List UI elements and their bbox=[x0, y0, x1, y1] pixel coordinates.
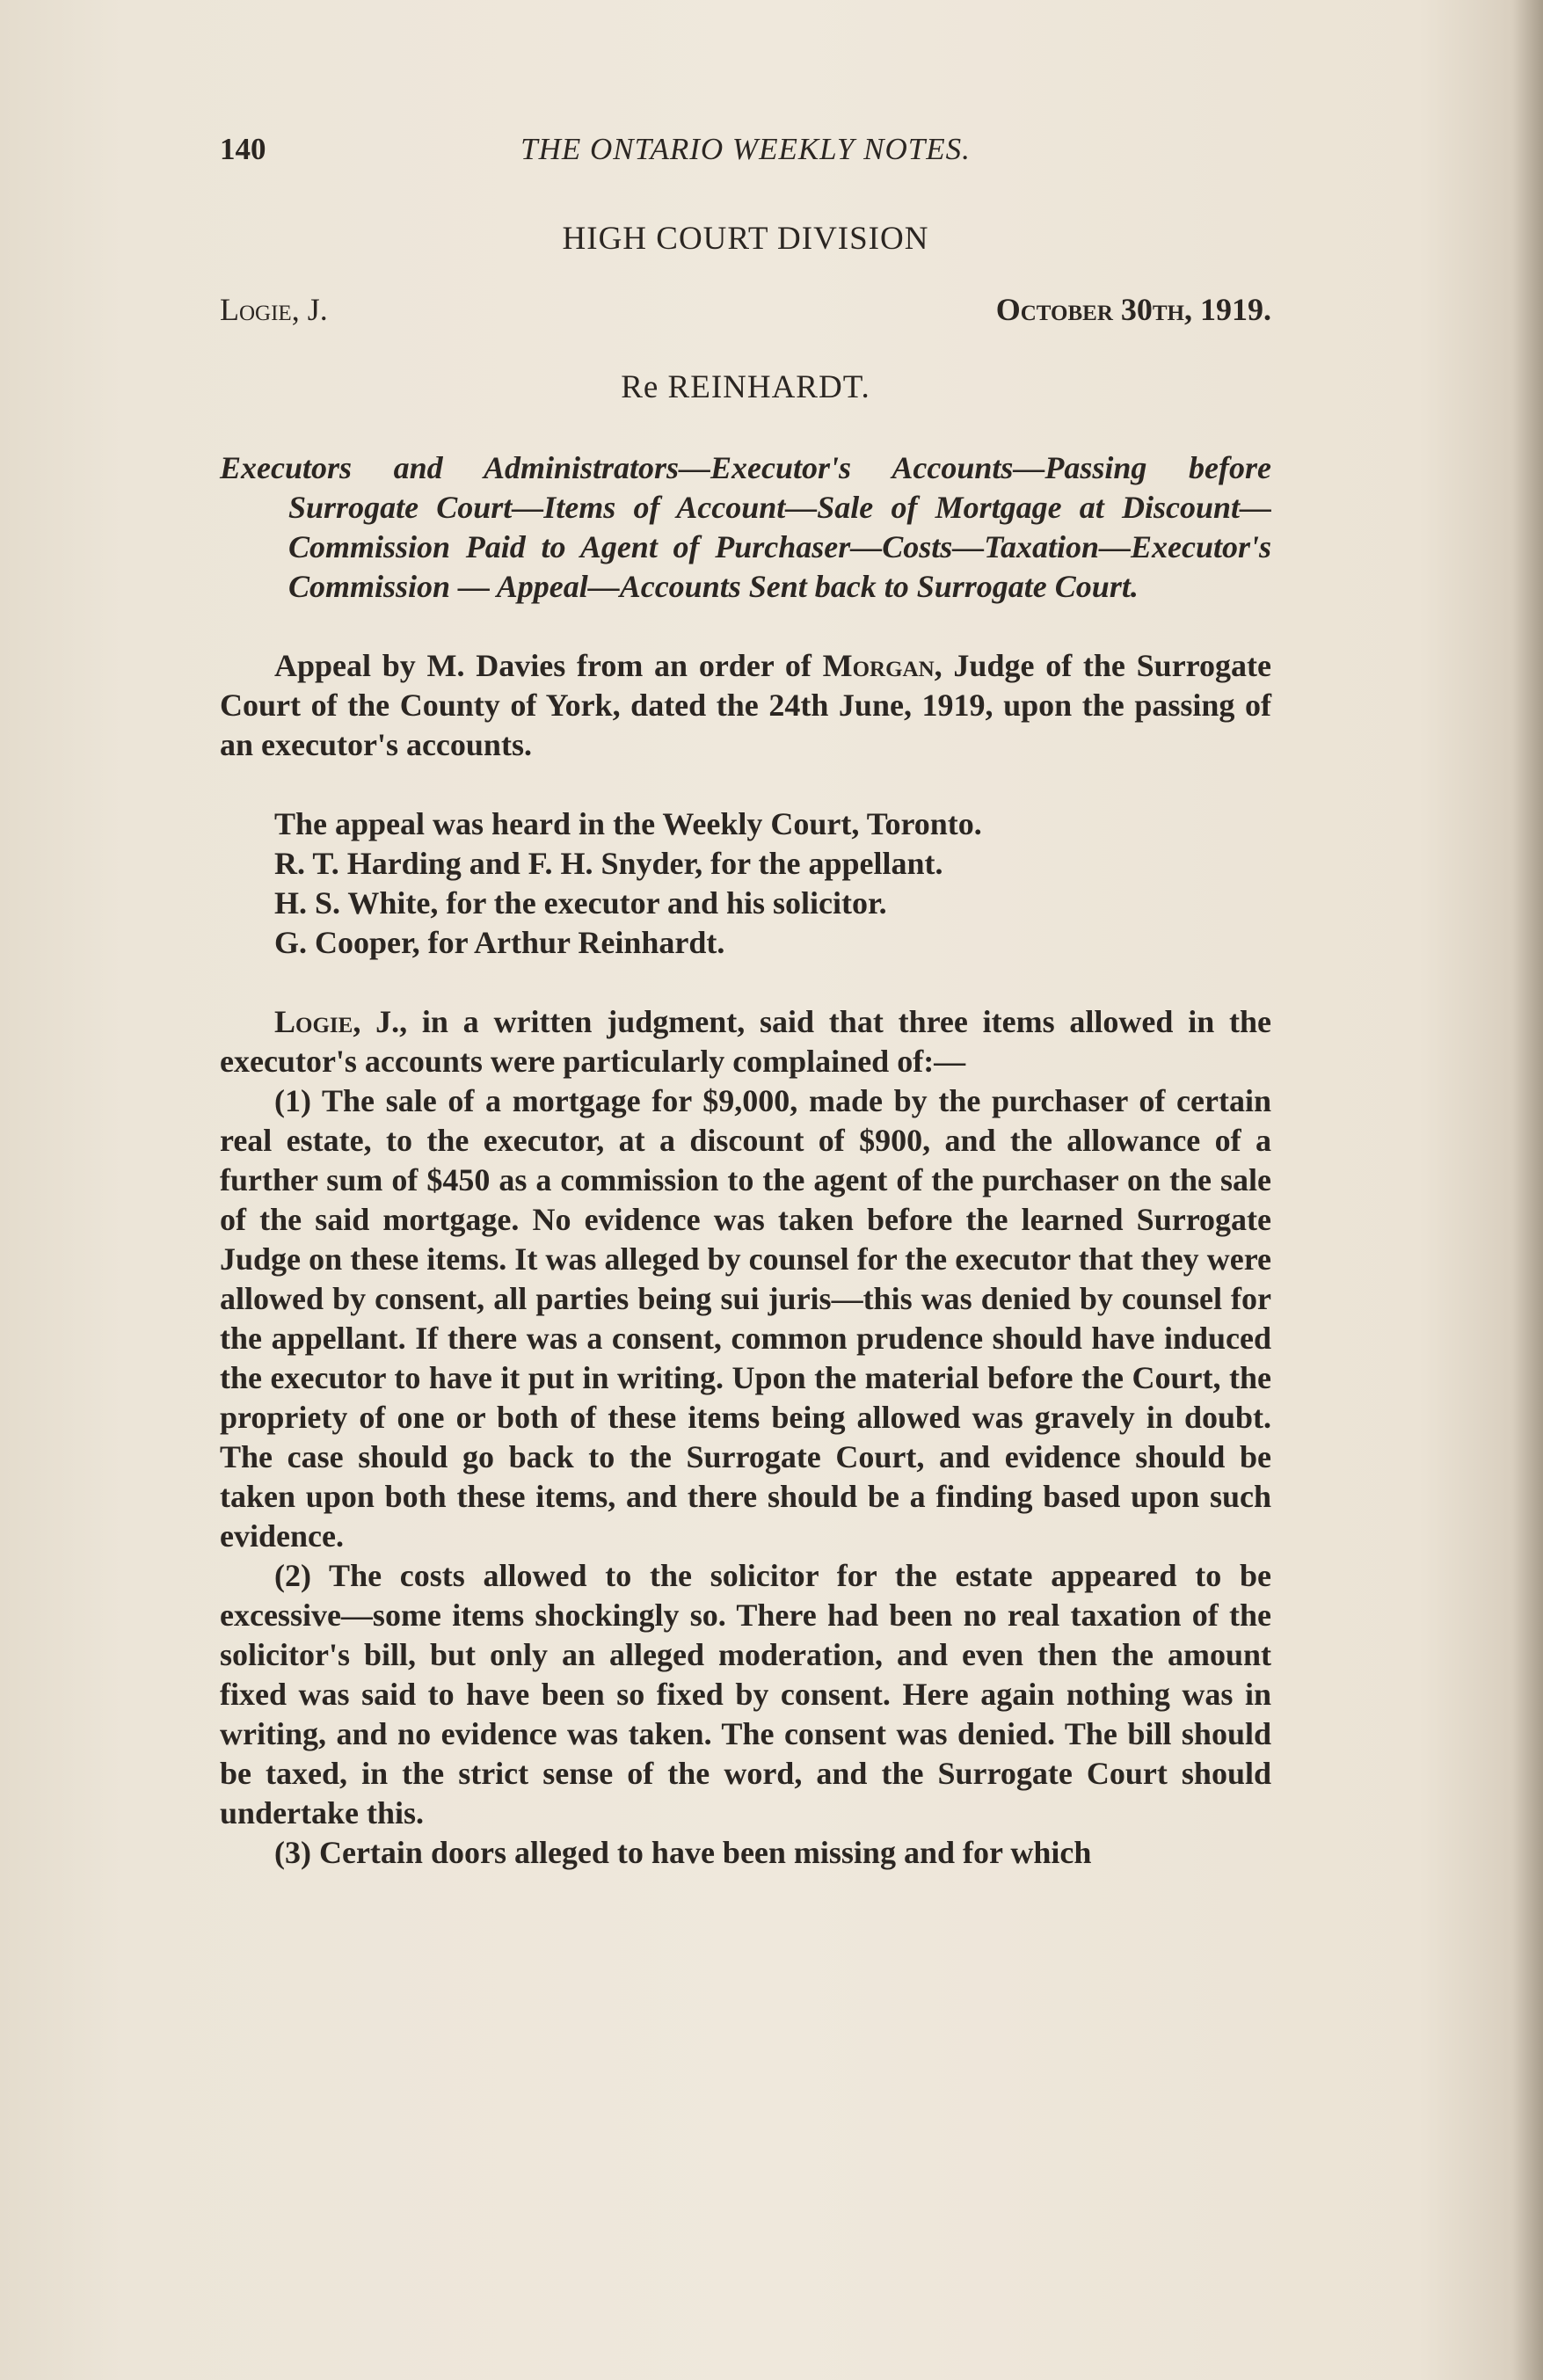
headnote: Executors and Administrators—Executor's Accounts—Passing before Surrogate Court—Items of Account—Sale of Mortgage at Discount—Commission Paid to Agent of Purchaser—Costs—Taxation—Executor's Commission — Appeal—Accounts Sent back to Surrogate Court. bbox=[220, 450, 1271, 604]
intro-after: , Judge of the Surrogate Court of the County of York, dated the 24th June, 1919, upon the passing of an executor's accounts. bbox=[220, 648, 1271, 762]
page-number: 140 bbox=[220, 132, 266, 166]
case-title: Re REINHARDT. bbox=[621, 369, 870, 405]
journal-title: THE ONTARIO WEEKLY NOTES. bbox=[520, 132, 971, 166]
running-head bbox=[220, 132, 1271, 185]
judgment-paragraph: (1) The sale of a mortgage for $9,000, made by the purchaser of certain real estate, to the executor, at a discount of $900, and the allowance of a further sum of $450 as a commission to the agent of the purchaser on the sale of the said mortgage. No evidence was taken before the learned Surrogate Judge on these items. It was alleged by counsel for the executor that they were allowed by consent, all parties being sui juris—this was denied by counsel for the appellant. If there was a consent, common prudence should have induced the executor to have it put in writing. Upon the material before the Court, the propriety of one or both of these items being allowed was gravely in doubt. The case should go back to the Surrogate Court, and evidence should be taken upon both these items, and there should be a finding based upon such evidence. bbox=[220, 1083, 1271, 1554]
court-division: HIGH COURT DIVISION bbox=[562, 221, 929, 257]
counsel-line: G. Cooper, for Arthur Reinhardt. bbox=[274, 925, 725, 960]
judgment-judge-name: Logie bbox=[274, 1004, 353, 1039]
judgment-paragraph: (3) Certain doors alleged to have been missing and for which bbox=[274, 1835, 1092, 1870]
hearing-line: The appeal was heard in the Weekly Court, Toronto. bbox=[274, 806, 982, 841]
counsel-line: R. T. Harding and F. H. Snyder, for the appellant. bbox=[274, 846, 943, 881]
judgment-paragraph: (2) The costs allowed to the solicitor for the estate appeared to be excessive—some items shockingly so. There had been no real taxation of the solicitor's bill, but only an alleged moderation, and even then the amount fixed was said to have been so fixed by consent. Here again nothing was in writing, and no evidence was taken. The consent was denied. The bill should be taxed, in the strict sense of the word, and the Surrogate Court should undertake this. bbox=[220, 1558, 1271, 1830]
hearing-block bbox=[220, 804, 1271, 963]
intro-paragraph bbox=[220, 646, 1271, 765]
judge-line bbox=[220, 291, 1271, 335]
intro-before: Appeal by M. Davies from an order of bbox=[274, 648, 823, 683]
counsel-line: H. S. White, for the executor and his solicitor. bbox=[274, 885, 887, 921]
judgment-opening bbox=[220, 1002, 1271, 1081]
judge-name: Logie, J. bbox=[220, 292, 328, 327]
page-content bbox=[220, 132, 1271, 1873]
intro-judge-name: Morgan bbox=[822, 648, 935, 683]
judgment-date: October 30th, 1919. bbox=[995, 292, 1271, 327]
judgment-opening-text: , J., in a written judgment, said that three items allowed in the executor's accounts were particularly complained of:— bbox=[220, 1004, 1271, 1079]
